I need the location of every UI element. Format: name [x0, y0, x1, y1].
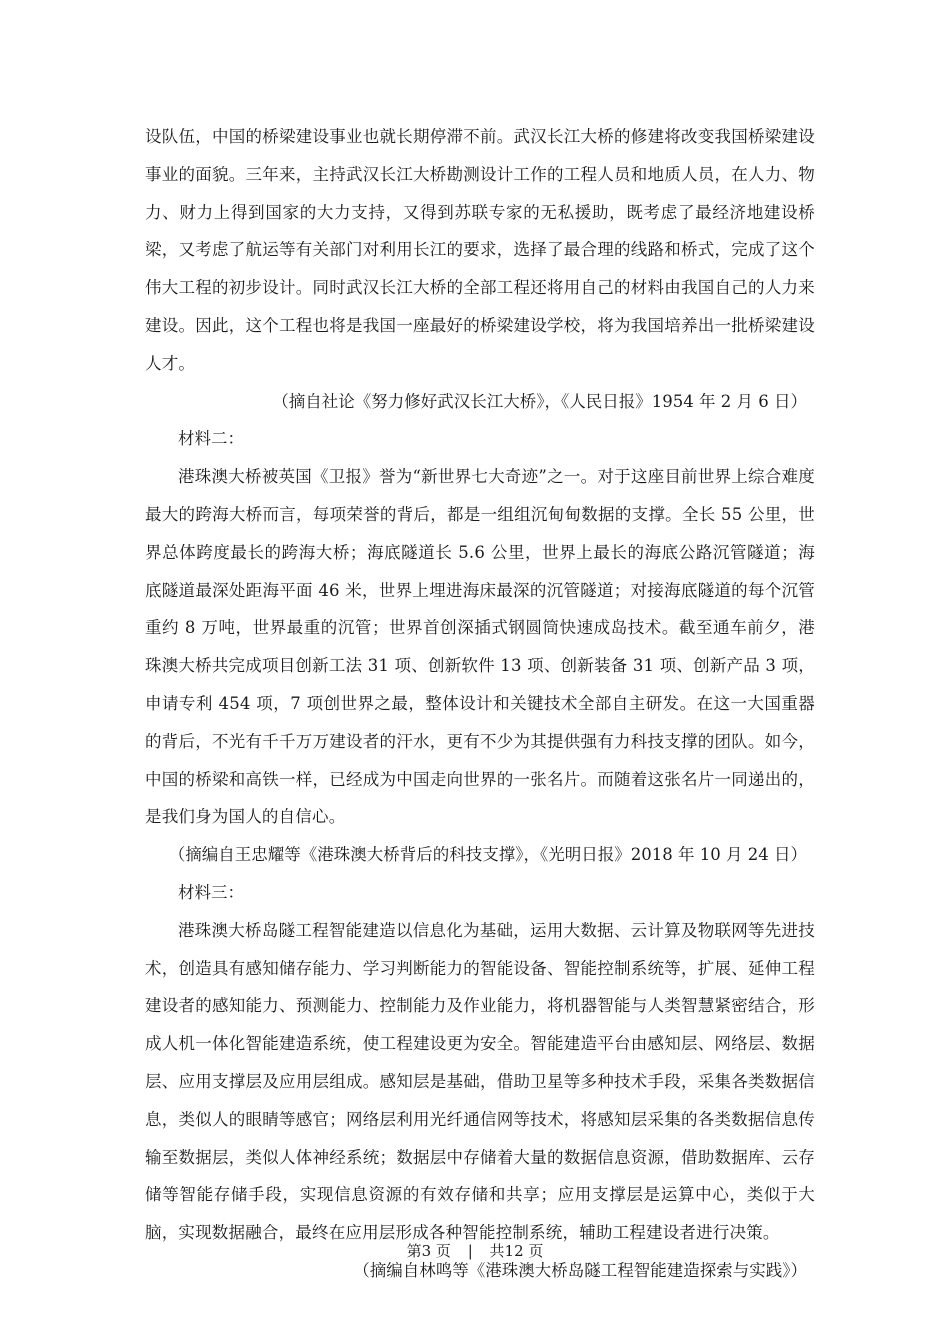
- paragraph-intro: 设队伍，中国的桥梁建设事业也就长期停滞不前。武汉长江大桥的修建将改变我国桥梁建设事业的面貌。三年来，主持武汉长江大桥勘测设计工作的工程人员和地质人员，在人力、物力、财力上得到国家的大力支持，又得到苏联专家的无私援助，既考虑了最经济地建设桥梁，又考虑了航运等有关部门对利用长江的要求，选择了最合理的线路和桥式，完成了这个伟大工程的初步设计。同时武汉长江大桥的全部工程还将用自己的材料由我国自己的人力来建设。因此，这个工程也将是我国一座最好的桥梁建设学校，将为我国培养出一批桥梁建设人才。: [145, 127, 815, 373]
- document-body: [145, 118, 815, 1290]
- footer-separator: |: [467, 1242, 473, 1260]
- total-pages: 共12 页: [489, 1242, 544, 1260]
- paragraph-material-three: 港珠澳大桥岛隧工程智能建造以信息化为基础，运用大数据、云计算及物联网等先进技术，创造具有感知储存能力、学习判断能力的智能设备、智能控制系统等，扩展、延伸工程建设者的感知能力、预测能力、控制能力及作业能力，将机器智能与人类智慧紧密结合，形成人机一体化智能建造系统，使工程建设更为安全。智能建造平台由感知层、网络层、数据层、应用支撑层及应用层组成。感知层是基础，借助卫星等多种技术手段，采集各类数据信息，类似人的眼睛等感官；网络层利用光纤通信网等技术，将感知层采集的各类数据信息传输至数据层，类似人体神经系统；数据层中存储着大量的数据信息资源，借助数据库、云存储等智能存储手段，实现信息资源的有效存储和共享；应用支撑层是运算中心，类似于大脑，实现数据融合，最终在应用层形成各种智能控制系统，辅助工程建设者进行决策。: [145, 920, 815, 1243]
- citation-source-2: （摘编自王忠耀等《港珠澳大桥背后的科技支撑》，《光明日报》2018 年 10 月 24 日）: [168, 845, 807, 865]
- page-number: 第3 页: [406, 1242, 451, 1260]
- citation-source-3: （摘编自林鸣等《港珠澳大桥岛隧工程智能建造探索与实践》）: [353, 1260, 807, 1280]
- material-two-heading: 材料二：: [178, 429, 244, 449]
- paragraph-material-two: 港珠澳大桥被英国《卫报》誉为“新世界七大奇迹”之一。对于这座目前世界上综合难度最大的跨海大桥而言，每项荣誉的背后，都是一组组沉甸甸数据的支撑。全长 55 公里，世界总体跨度最长的跨海大桥；海底隧道长 5.6 公里，世界上最长的海底公路沉管隧道；海底隧道最深处距海平面 46 米，世界上埋进海床最深的沉管隧道；对接海底隧道的每个沉管重约 8 万吨，世界最重的沉管；世界首创深插式钢圆筒快速成岛技术。截至通车前夕，港珠澳大桥共完成项目创新工法 31 项、创新软件 13 项、创新装备 31 项、创新产品 3 项，申请专利 454 项，7 项创世界之最，整体设计和关键技术全部自主研发。在这一大国重器的背后，不光有千千万万建设者的汗水，更有不少为其提供强有力科技支撑的团队。如今，中国的桥梁和高铁一样，已经成为中国走向世界的一张名片。而随着这张名片一同递出的，是我们身为国人的自信心。: [145, 467, 815, 827]
- citation-source-1: （摘自社论《努力修好武汉长江大桥》，《人民日报》1954 年 2 月 6 日）: [272, 391, 807, 411]
- material-three-heading: 材料三：: [178, 882, 244, 902]
- page-footer: [0, 1240, 950, 1262]
